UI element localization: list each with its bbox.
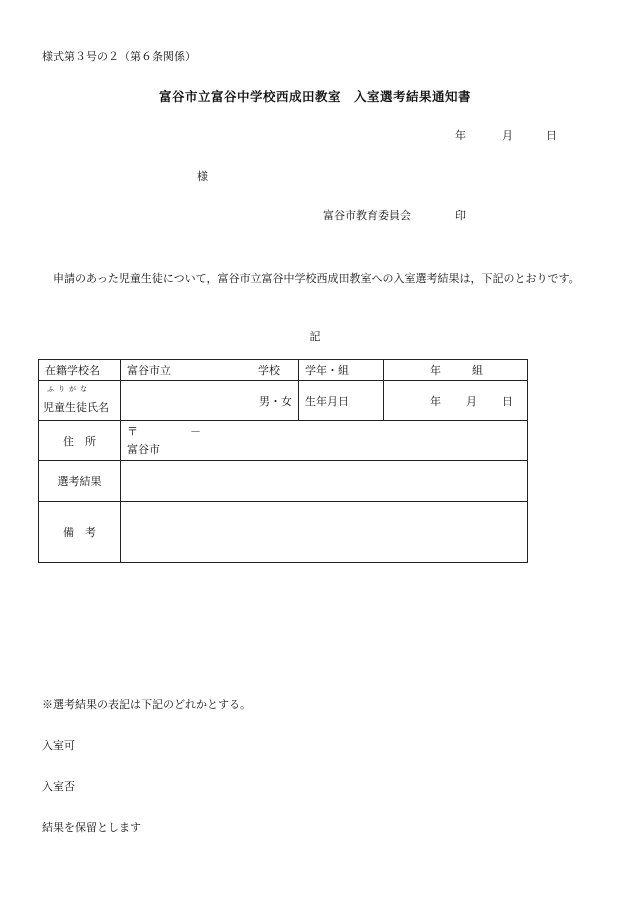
school-field[interactable] — [121, 360, 299, 381]
table-row-remarks — [39, 501, 528, 562]
result-label: 選考結果 — [39, 461, 121, 501]
footnote: ※選考結果の表記は下記のどれかとする。 — [42, 698, 251, 711]
table-row-address — [39, 421, 528, 461]
ki-heading: 記 — [309, 330, 321, 343]
table-row-result — [39, 461, 528, 501]
issuer-name: 富谷市教育委員会 — [323, 209, 411, 222]
seal-mark: 印 — [455, 209, 466, 222]
remarks-label: 備 考 — [39, 501, 121, 562]
address-field[interactable] — [121, 421, 528, 461]
sex-selector: 男・女 — [259, 394, 292, 408]
document-title: 富谷市立富谷中学校西成田教室 入室選考結果通知書 — [158, 89, 471, 104]
option-reject: 入室否 — [42, 780, 75, 793]
table-row-student — [39, 381, 528, 421]
result-field[interactable] — [121, 461, 528, 501]
furigana-label: ふりがな — [47, 385, 91, 394]
student-name-field[interactable] — [121, 381, 299, 421]
dob-label: 生年月日 — [299, 381, 384, 421]
grade-field[interactable] — [384, 360, 528, 381]
result-table — [38, 359, 528, 563]
remarks-field[interactable] — [121, 501, 528, 562]
grade-label: 学年・組 — [299, 360, 384, 381]
body-paragraph: 申請のあった児童生徒について，富谷市立富谷中学校西成田教室への入室選考結果は，下記のとおりです。 — [53, 272, 580, 285]
dob-field[interactable] — [384, 381, 528, 421]
address-label: 住 所 — [39, 421, 121, 461]
student-name-label-cell — [39, 381, 121, 421]
date-year: 年 — [455, 129, 466, 142]
recipient-honorific: 様 — [197, 170, 208, 183]
postal-mark: 〒 — [127, 424, 138, 438]
form-number: 様式第３号の２（第６条関係） — [42, 50, 196, 63]
option-admit: 入室可 — [42, 739, 75, 752]
postal-dash: － — [190, 424, 201, 438]
school-prefix: 富谷市立 — [127, 364, 171, 378]
dob-day: 日 — [502, 394, 513, 408]
table-row-school — [39, 360, 528, 381]
option-pending: 結果を保留とします — [42, 821, 141, 834]
date-month: 月 — [502, 129, 513, 142]
school-suffix: 学校 — [258, 364, 280, 378]
address-city: 富谷市 — [127, 442, 160, 456]
dob-month: 月 — [466, 394, 477, 408]
school-label: 在籍学校名 — [39, 360, 121, 381]
grade-nen: 年 — [430, 364, 441, 378]
grade-kumi: 組 — [472, 364, 483, 378]
dob-year: 年 — [430, 394, 441, 408]
date-day: 日 — [546, 129, 557, 142]
student-name-label: 児童生徒氏名 — [43, 401, 109, 415]
